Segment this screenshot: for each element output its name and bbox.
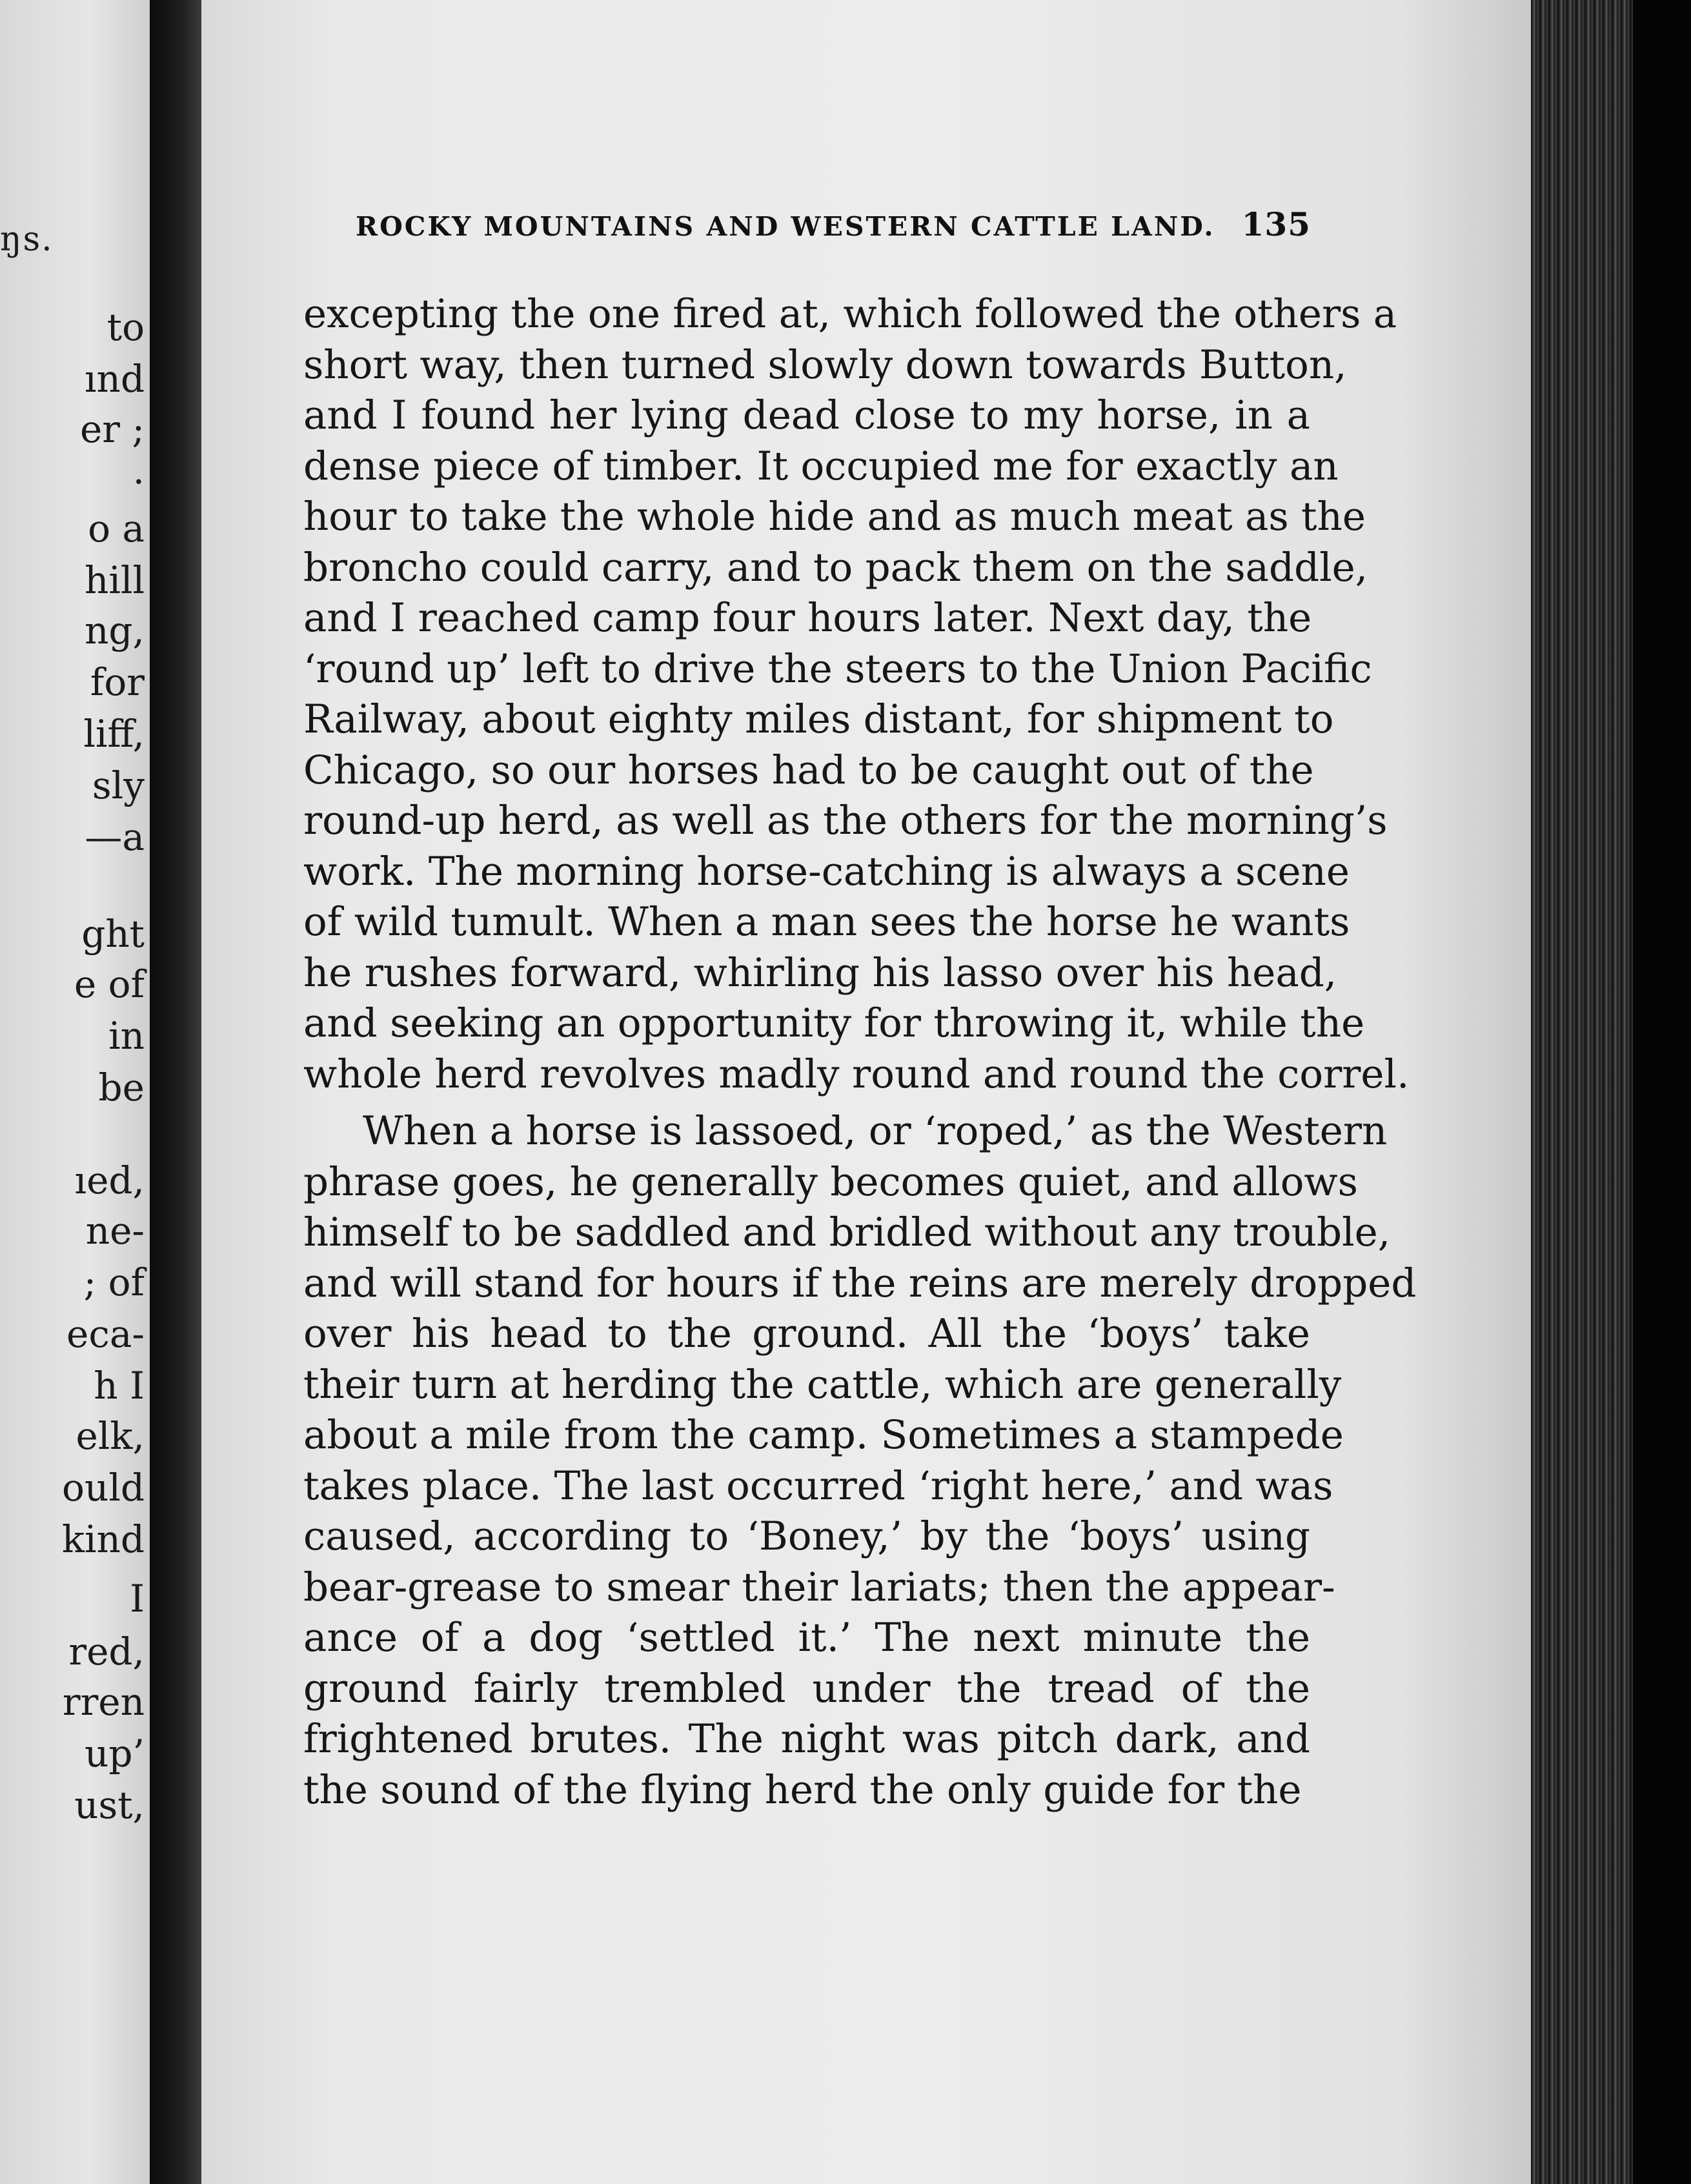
previous-page-line-fragment: er ;: [79, 407, 145, 451]
book-gutter: [150, 0, 201, 2184]
text-line: When a horse is lassoed, or ‘roped,’ as the Western: [363, 1108, 1388, 1154]
text-line: ‘round up’ left to drive the steers to the Union Pacific: [303, 645, 1372, 692]
previous-page-line-fragment: rren: [62, 1680, 145, 1724]
text-line: excepting the one fired at, which followed the others a: [303, 291, 1397, 337]
previous-page-edge: [0, 0, 150, 2184]
text-line: about a mile from the camp. Sometimes a stampede: [303, 1412, 1344, 1458]
paragraph-gap: [303, 1100, 1310, 1106]
previous-page-line-fragment: —a: [85, 815, 145, 859]
text-line: ground fairly trembled under the tread of the: [303, 1665, 1310, 1712]
text-line: work. The morning horse-catching is always a scene: [303, 848, 1350, 895]
text-line: round-up herd, as well as the others for the morning’s: [303, 798, 1388, 844]
previous-page-line-fragment: liff,: [83, 712, 145, 756]
text-line: takes place. The last occurred ‘right here,’ and was: [303, 1462, 1333, 1509]
previous-page-line-fragment: elk,: [76, 1414, 145, 1458]
text-line: frightened brutes. The night was pitch dark, and: [303, 1716, 1310, 1762]
page-number: 135: [1241, 205, 1311, 243]
previous-page-line-fragment: ınd: [84, 357, 145, 401]
text-line: himself to be saddled and bridled without any trouble,: [303, 1209, 1391, 1255]
text-line: ance of a dog ‘settled it.’ The next minute the: [303, 1615, 1310, 1661]
text-line: bear-grease to smear their lariats; then the appear-: [303, 1564, 1335, 1610]
previous-page-line-fragment: I: [130, 1577, 145, 1621]
text-line: and I found her lying dead close to my horse, in a: [303, 392, 1310, 438]
text-line: and seeking an opportunity for throwing it, while the: [303, 1000, 1365, 1046]
text-line: and will stand for hours if the reins are merely dropped: [303, 1260, 1417, 1306]
previous-page-line-fragment: hill: [84, 558, 145, 602]
previous-page-line-fragment: be: [98, 1066, 145, 1109]
previous-page-header-fragment: ŋs.: [0, 220, 54, 259]
page-edges: [1531, 0, 1691, 2184]
previous-page-line-fragment: up’: [85, 1732, 145, 1775]
previous-page-line-fragment: ust,: [74, 1783, 145, 1827]
previous-page-line-fragment: to: [106, 305, 145, 349]
text-line: of wild tumult. When a man sees the horse he wants: [303, 899, 1350, 945]
text-line: hour to take the whole hide and as much meat as the: [303, 494, 1366, 540]
previous-page-line-fragment: o a: [88, 507, 145, 551]
previous-page-line-fragment: in: [108, 1014, 145, 1058]
previous-page-line-fragment: kind: [61, 1517, 145, 1561]
running-title: ROCKY MOUNTAINS AND WESTERN CATTLE LAND.: [356, 211, 1215, 242]
paragraph: [303, 1106, 1417, 1815]
text-line: and I reached camp four hours later. Next day, the: [303, 595, 1312, 641]
previous-page-line-fragment: ng,: [85, 609, 145, 652]
previous-page-line-fragment: red,: [68, 1630, 145, 1673]
text-line: over his head to the ground. All the ‘boys’ take: [303, 1311, 1310, 1357]
text-line: their turn at herding the cattle, which are generally: [303, 1361, 1342, 1408]
previous-page-line-fragment: for: [90, 660, 145, 704]
text-line: phrase goes, he generally becomes quiet, and allows: [303, 1158, 1358, 1205]
paragraph: [303, 289, 1410, 1100]
previous-page-line-fragment: .: [132, 449, 145, 492]
previous-page-line-fragment: e of: [74, 962, 145, 1006]
text-line: Railway, about eighty miles distant, for shipment to: [303, 696, 1334, 742]
body-text: [303, 289, 1417, 1815]
running-head: [356, 205, 1311, 243]
previous-page-line-fragment: ıed,: [74, 1158, 145, 1202]
text-line: the sound of the flying herd the only guide for the: [303, 1766, 1302, 1813]
text-line: broncho could carry, and to pack them on the saddle,: [303, 544, 1368, 591]
previous-page-line-fragment: ould: [62, 1466, 145, 1510]
previous-page-line-fragment: eca-: [66, 1312, 145, 1356]
previous-page-line-fragment: ne-: [85, 1209, 145, 1253]
previous-page-line-fragment: h I: [94, 1364, 145, 1408]
text-line: caused, according to ‘Boney,’ by the ‘boys’ using: [303, 1513, 1310, 1559]
previous-page-line-fragment: sly: [92, 763, 145, 807]
text-line: he rushes forward, whirling his lasso over his head,: [303, 949, 1337, 996]
text-line: short way, then turned slowly down towards Button,: [303, 341, 1347, 388]
previous-page-line-fragment: ght: [81, 912, 145, 956]
text-line: whole herd revolves madly round and round the correl.: [303, 1051, 1410, 1097]
text-line: dense piece of timber. It occupied me for exactly an: [303, 443, 1339, 489]
previous-page-line-fragment: ; of: [83, 1260, 145, 1304]
text-line: Chicago, so our horses had to be caught out of the: [303, 747, 1314, 793]
